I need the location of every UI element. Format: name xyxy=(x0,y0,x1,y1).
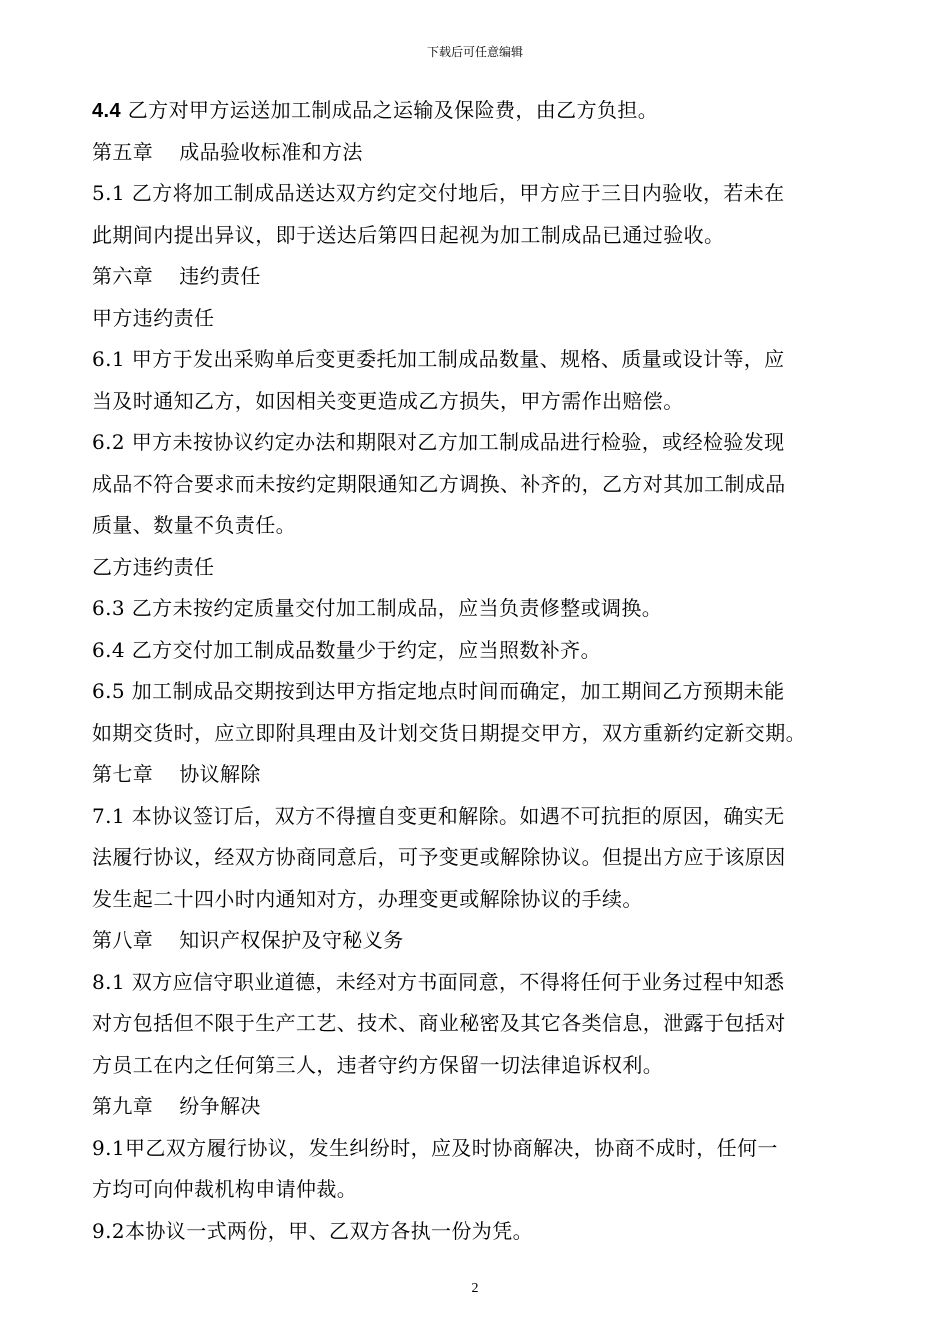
clause-6-2-line-2: 成品不符合要求而未按约定期限通知乙方调换、补齐的，乙方对其加工制成品 xyxy=(92,471,786,496)
clause-6-2-line-3: 质量、数量不负责任。 xyxy=(92,513,296,537)
clause-6-1-line-1: 6.1 甲方于发出采购单后变更委托加工制成品数量、规格、质量或设计等，应 xyxy=(92,347,785,371)
chapter-title: 纷争解决 xyxy=(179,1094,261,1118)
clause-6-4: 6.4 乙方交付加工制成品数量少于约定，应当照数补齐。 xyxy=(92,637,601,662)
clause-6-3: 6.3 乙方未按约定质量交付加工制成品，应当负责修整或调换。 xyxy=(92,596,663,620)
clause-5-1-line-2: 此期间内提出异议，即于送达后第四日起视为加工制成品已通过验收。 xyxy=(92,222,725,247)
clause-text: 乙方对甲方运送加工制成品之运输及保险费，由乙方负担。 xyxy=(127,98,659,122)
clause-6-2-line-1: 6.2 甲方未按协议约定办法和期限对乙方加工制成品进行检验，或经检验发现 xyxy=(92,430,785,454)
clause-7-1-line-3: 发生起二十四小时内通知对方，办理变更或解除协议的手续。 xyxy=(92,886,643,911)
chapter-number: 第五章 xyxy=(92,139,154,164)
clause-7-1-line-1: 7.1 本协议签订后，双方不得擅自变更和解除。如遇不可抗拒的原因，确实无 xyxy=(92,803,785,828)
chapter-number: 第九章 xyxy=(92,1094,154,1118)
clause-9-1-line-2: 方均可向仲裁机构申请仲裁。 xyxy=(92,1177,358,1201)
clause-7-1-line-2: 法履行协议，经双方协商同意后，可予变更或解除协议。但提出方应于该原因 xyxy=(92,845,786,869)
party-b-liability-heading: 乙方违约责任 xyxy=(92,554,215,579)
chapter-title: 违约责任 xyxy=(179,264,261,288)
chapter-number: 第七章 xyxy=(92,762,154,786)
clause-6-5-line-2: 如期交货时，应立即附具理由及计划交货日期提交甲方，双方重新约定新交期。 xyxy=(92,720,806,745)
clause-9-1-line-1: 9.1甲乙双方履行协议，发生纠纷时，应及时协商解决，协商不成时，任何一 xyxy=(92,1135,778,1160)
clause-8-1-line-2: 对方包括但不限于生产工艺、技术、商业秘密及其它各类信息，泄露于包括对 xyxy=(92,1011,786,1035)
clause-number: 4.4 xyxy=(92,100,122,122)
chapter-number: 第六章 xyxy=(92,264,154,288)
clause-6-1-line-2: 当及时通知乙方，如因相关变更造成乙方损失，甲方需作出赔偿。 xyxy=(92,388,684,413)
party-a-liability-heading: 甲方违约责任 xyxy=(92,305,215,330)
chapter-9-heading xyxy=(92,1086,892,1128)
chapter-8-heading xyxy=(92,920,892,962)
chapter-title: 协议解除 xyxy=(179,762,261,786)
clause-5-1-line-1: 5.1 乙方将加工制成品送达双方约定交付地后，甲方应于三日内验收，若未在 xyxy=(92,181,785,205)
clause-9-2: 9.2本协议一式两份，甲、乙双方各执一份为凭。 xyxy=(92,1218,534,1243)
chapter-title: 知识产权保护及守秘义务 xyxy=(179,928,404,952)
chapter-5-heading xyxy=(92,132,892,174)
page-header: 下载后可任意编辑 xyxy=(426,45,523,59)
clause-8-1-line-3: 方员工在内之任何第三人，违者守约方保留一切法律追诉权利。 xyxy=(92,1052,664,1077)
chapter-title: 成品验收标准和方法 xyxy=(179,139,363,164)
clause-8-1-line-1: 8.1 双方应信守职业道德，未经对方书面同意，不得将任何于业务过程中知悉 xyxy=(92,969,785,994)
chapter-7-heading xyxy=(92,754,892,796)
page-number: 2 xyxy=(471,1281,479,1296)
chapter-6-heading xyxy=(92,256,892,298)
clause-6-5-line-1: 6.5 加工制成品交期按到达甲方指定地点时间而确定，加工期间乙方预期未能 xyxy=(92,679,785,703)
clause-4-4 xyxy=(92,90,892,132)
document-body xyxy=(92,90,892,1252)
chapter-number: 第八章 xyxy=(92,928,154,952)
